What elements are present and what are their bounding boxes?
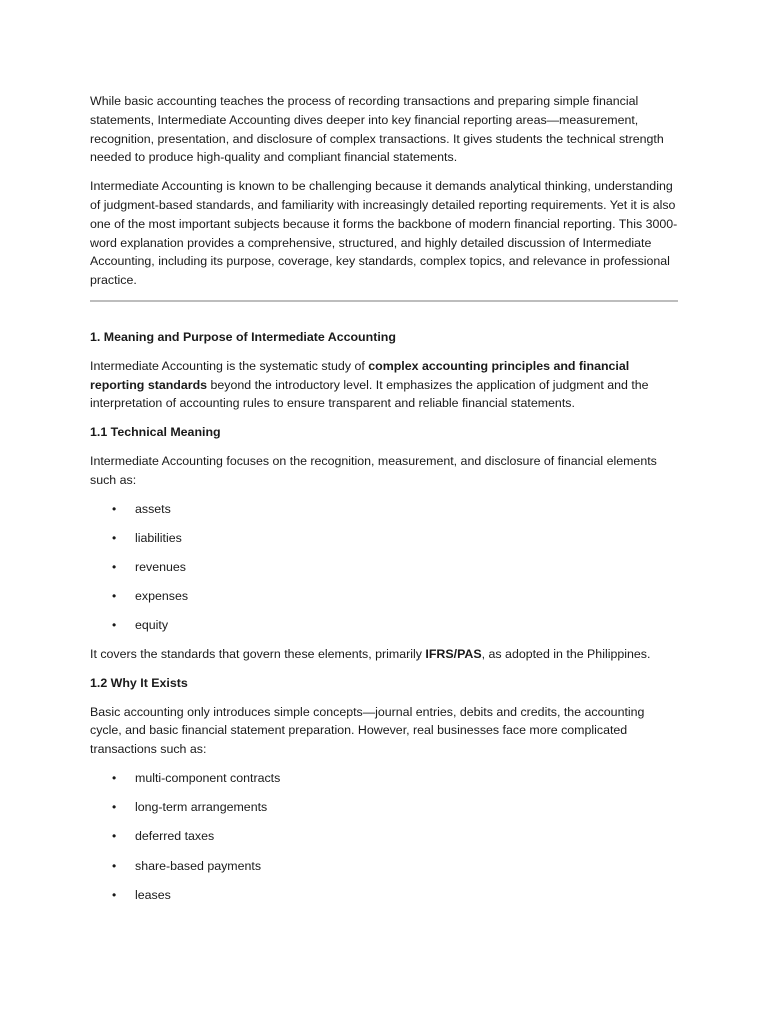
bullet-icon: • [112,858,117,873]
section-1-2-heading: 1.2 Why It Exists [90,675,188,690]
closing-bold-phrase: IFRS/PAS [425,647,482,662]
complex-transactions-list [90,769,678,905]
list-item-text: leases [135,887,171,902]
list-item [90,769,678,788]
list-item [90,857,678,876]
bullet-icon: • [112,530,117,545]
bullet-icon: • [112,589,117,604]
list-item-text: liabilities [135,530,182,545]
list-item [90,529,678,548]
closing-text-end: , as adopted in the Philippines. [481,647,651,662]
bullet-icon: • [112,559,117,574]
list-item-text: assets [135,501,171,516]
section-divider [90,300,678,302]
bullet-icon: • [112,800,117,815]
list-item-text: share-based payments [135,858,262,873]
intro-paragraph-1: While basic accounting teaches the process of recording transactions and preparing simple financial statements, Intermediate Accounting dives deeper into key financial reporting areas—measurement, recognition, presentation, and disclosure of complex transactions. It gives students the technical strength needed to produce high-quality and compliant financial statements. [90,94,664,165]
section-1-bold-phrase: complex accounting principles and financial reporting standards [90,358,630,392]
section-1-2-intro: Basic accounting only introduces simple concepts—journal entries, debits and credits, the accounting cycle, and basic financial statement preparation. However, real businesses face more complicated transactions such as: [90,704,645,757]
section-1-1-intro: Intermediate Accounting focuses on the recognition, measurement, and disclosure of financial elements such as: [90,453,657,487]
section-1-heading: 1. Meaning and Purpose of Intermediate Accounting [90,329,396,344]
bullet-icon: • [112,618,117,633]
list-item-text: expenses [135,589,189,604]
section-1-paragraph [90,357,678,413]
list-item-text: revenues [135,559,186,574]
list-item-text: long-term arrangements [135,800,268,815]
list-item-text: multi-component contracts [135,771,281,786]
section-1-text-start: Intermediate Accounting is the systematic study of [90,358,369,373]
list-item-text: deferred taxes [135,829,215,844]
list-item [90,827,678,846]
list-item [90,798,678,817]
list-item [90,558,678,577]
bullet-icon: • [112,829,117,844]
intro-paragraph-2: Intermediate Accounting is known to be challenging because it demands analytical thinking, understanding of judgment-based standards, and familiarity with increasingly detailed reporting requirements. Yet it is also one of the most important subjects because it forms the backbone of modern financial reporting. This 3000-word explanation provides a comprehensive, structured, and highly detailed discussion of Intermediate Accounting, including its purpose, coverage, key standards, complex topics, and relevance in professional practice. [90,179,678,288]
bullet-icon: • [112,771,117,786]
list-item-text: equity [135,618,169,633]
financial-elements-list [90,500,678,636]
section-1-text-end: beyond the introductory level. It emphasizes the application of judgment and the interpretation of accounting rules to ensure transparent and reliable financial statements. [90,377,649,411]
list-item [90,886,678,905]
list-item [90,587,678,606]
bullet-icon: • [112,887,117,902]
list-item [90,616,678,635]
list-item [90,500,678,519]
section-1-1-heading: 1.1 Technical Meaning [90,425,221,440]
bullet-icon: • [112,501,117,516]
closing-text-start: It covers the standards that govern these elements, primarily [90,647,426,662]
section-1-1-closing [90,645,678,664]
